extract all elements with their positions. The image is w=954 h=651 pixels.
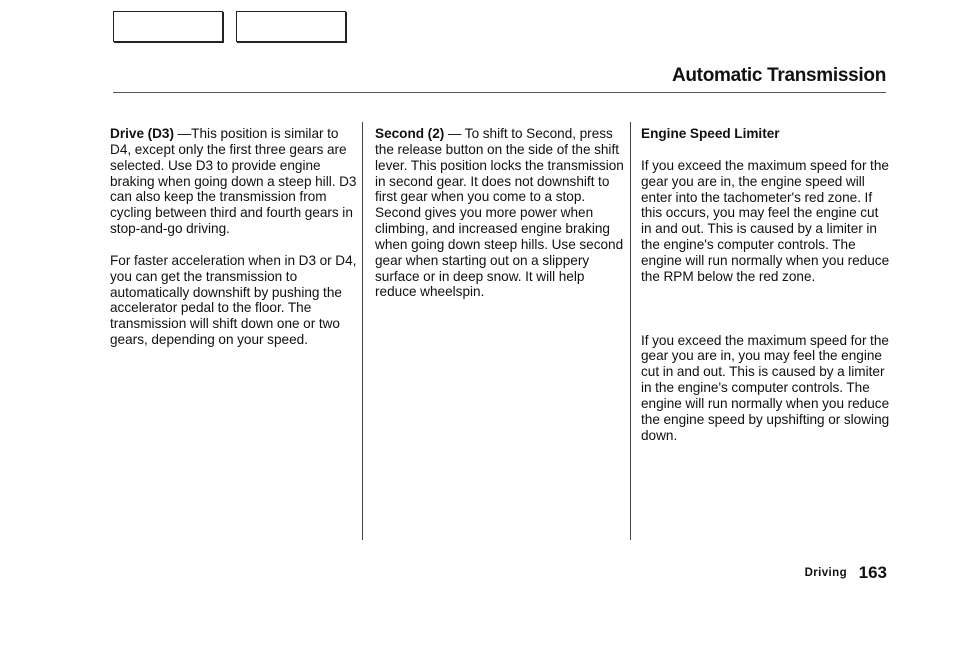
paragraph-limiter-2: If you exceed the maximum speed for the gear you are in, you may feel the engine cut in and out. This is caused by a limiter in the engine's computer controls. The engine will run normally when you reduce the engine speed by upshifting or slowing down. (641, 332, 890, 443)
page-number: 163 (858, 563, 887, 582)
column-second (375, 126, 625, 300)
text-second: — To shift to Second, press the release button on the side of the shift lever. This position locks the transmission in second gear. It does not downshift to first gear when you come to a stop. Second gives you more power when climbing, and increased engine braking when going down steep hills. Use second gear when starting out on a slippery surface or in deep snow. It will help reduce wheelspin. (375, 126, 624, 300)
column-drive-d3 (110, 126, 358, 348)
column-divider (362, 122, 363, 540)
paragraph-limiter-1: If you exceed the maximum speed for the gear you are in, the engine speed will enter into the tachometer's red zone. If this occurs, you may feel the engine cut in and out. This is caused by a limiter in the engine's computer controls. The engine will run normally when you reduce the RPM below the red zone. (641, 157, 890, 284)
nav-button-previous[interactable] (113, 11, 223, 42)
column-divider (630, 122, 631, 540)
column-engine-speed-limiter (641, 126, 891, 444)
text-drive-d3: —This position is similar to D4, except only the first three gears are selected. Use D3 to provide engine braking when going down a steep hill. D3 can also keep the transmission from cycling between third and fourth gears in stop-and-go driving. (110, 126, 357, 237)
nav-button-next[interactable] (236, 11, 346, 42)
lead-second: Second (2) (375, 126, 445, 141)
paragraph-drive-d3 (110, 126, 358, 237)
paragraph-acceleration: For faster acceleration when in D3 or D4, you can get the transmission to automatically downshift by pushing the accelerator pedal to the floor. The transmission will shift down one or two gears, depending on your speed. (110, 252, 357, 348)
title-divider (113, 92, 886, 93)
lead-drive-d3: Drive (D3) (110, 126, 175, 141)
page-title: Automatic Transmission (671, 65, 886, 86)
section-heading: Engine Speed Limiter (641, 126, 780, 141)
footer-section-label: Driving (804, 567, 847, 579)
paragraph-second (375, 126, 625, 300)
